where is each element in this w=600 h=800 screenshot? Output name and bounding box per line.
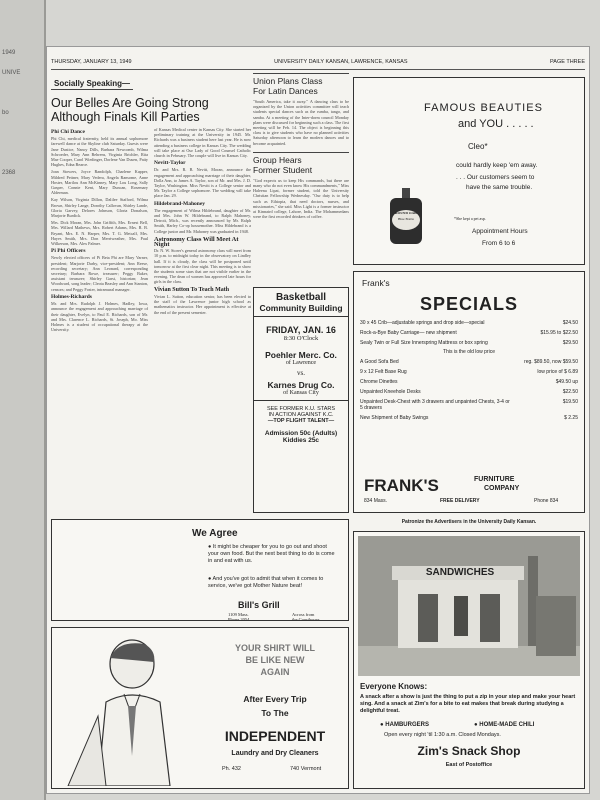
section-block: [154, 202, 251, 234]
group-body: [253, 178, 349, 220]
patronize-notice: Patronize the Advertisers in the University Daily Kansan.: [401, 519, 537, 525]
header-page: PAGE THREE: [550, 59, 585, 65]
social-col1: [51, 127, 148, 334]
sandwiches-sign: SANDWICHES: [425, 567, 495, 578]
section-text: Mrs. Dick Moran, Mrs. John Griffith, Mrs. Ernest Bell, Mrs. Willard Mathews, Mrs. Robert Adams, Mrs. R. B. Bryant, Mrs. E. N. Harper, Mrs. T. G. Metcalf, Mrs. Hayes Smith, Mrs. Don Merriweather, Mrs. Paul Wilkerson, Mrs. Alex Palmer.: [51, 220, 148, 247]
franks-header: Frank's: [362, 278, 390, 288]
social-headline: [51, 96, 251, 124]
franks-logo-sub1: FURNITURE: [474, 476, 515, 483]
grill-across1: Across from: [292, 612, 315, 617]
section-title: Hildebrand-Mahoney: [154, 200, 206, 207]
special-row: Unpainted Kneehole Desks $22.50: [360, 389, 578, 395]
bb-team2: Karnes Drug Co.: [267, 380, 335, 390]
group-headline: [253, 152, 349, 175]
cleaners-sub: Laundry and Dry Cleaners: [231, 750, 319, 757]
cleaners-phone: Ph. 432: [222, 766, 241, 772]
cleaners-name: INDEPENDENT: [224, 728, 326, 744]
section-block: [51, 169, 148, 195]
bb-team1-city: of Lawrence: [285, 360, 317, 366]
section-block: [51, 295, 148, 332]
section-text: Phi Chi, medical fraternity, held its annual sophomore farewell dance at the Skyline club Saturday. Guests were Jane Dustice, Nancy Dills, Barbara Newcomb, Wilma Schroeder, Mary Ann Behrens, Virginia Brichler, Rita Mae Cooper, Carol Wiedinger, Dorlene Van Dusen, Patty Hughes, Edna Bearce.: [51, 136, 148, 168]
franks-delivery: FREE DELIVERY: [440, 498, 480, 504]
cleo-footnote: *She kept a pet asp.: [454, 216, 486, 221]
scan-label: bo: [2, 110, 9, 116]
zims-item2: ● HOME-MADE CHILI: [474, 722, 535, 728]
newspaper-page: [46, 46, 590, 794]
header-date: THURSDAY, JANUARY 13, 1949: [51, 59, 132, 65]
group-text: "God expects us to keep His commands, but there are many who do not even know His commandments," Miss Haleena Lipat, former student, told the University Christian Fellowship Wednesday. "Our duty is to help such as Ethiopia, that need doctors, nurses, and missionaries," she said. Miss Light is a former instructor at Kinnaird college, Lahore, India. The Mohammedans were the first recorded drinkers of coffee.: [253, 177, 349, 220]
slogan-line3: AGAIN: [260, 667, 290, 677]
group-headline-line1: Group Hears: [253, 154, 302, 165]
grill-title: We Agree: [192, 528, 238, 539]
special-row: 30 x 45 Crib—adjustable springs and drop side—special $24.50: [360, 320, 578, 326]
section-title: Holmes-Richards: [51, 293, 92, 300]
section-text: Vivian L. Sutton, education senior, has been elected to the staff of the Lawrence junior high school as mathematics instructor. Her appointment is effective at the end of the present semester.: [154, 293, 251, 315]
cleaners-slogan: [210, 642, 340, 678]
cleo-name: Cleo*: [468, 142, 488, 151]
union-body: [253, 99, 349, 146]
union-headline-line1: Union Plans Class: [253, 76, 323, 86]
bb-admission: Admission 50c (Adults): [264, 430, 338, 437]
group-headline-line2: Former Student: [253, 164, 313, 175]
bb-promo2: IN ACTION AGAINST K.C.: [268, 412, 334, 418]
bb-promo3: —TOP FLIGHT TALENT—: [267, 418, 335, 424]
franks-logo: FRANK'S: [364, 476, 439, 495]
bb-title: Basketball: [275, 292, 327, 303]
cleo-hours: From 6 to 6: [482, 240, 516, 247]
section-text: Dr. and Mrs. R. B. Nevitt, Moran, announce the engagement and approaching marriage of their daughter, Dolla Ann, to James A. Taylor, son of Mr. and Mrs. J. D. Taylor, Washington. Miss Nevitt is a College senior and Mr. Taylor a College sophomore. The wedding will take place Jan. 29.: [154, 167, 251, 199]
bottle-brand: ROUND OAK: [395, 211, 417, 215]
social-col2: [154, 127, 251, 334]
section-title: Pi Phi Officers: [51, 248, 86, 255]
bb-subtitle: Community Building: [254, 303, 348, 317]
man-illustration: [58, 636, 198, 786]
slogan-line1: YOUR SHIRT WILL: [235, 643, 315, 653]
bb-promo1: SEE FORMER K.U. STARS: [266, 406, 336, 412]
bottle-illustration: [384, 186, 428, 246]
franks-logo-sub2: COMPANY: [484, 485, 520, 492]
cleo-line2: and YOU . . . . .: [458, 118, 534, 130]
zims-item1: ● HAMBURGERS: [380, 722, 429, 728]
basketball-ad: [253, 287, 349, 513]
franks-ad: [353, 271, 585, 513]
section-block: [154, 237, 251, 285]
section-text: Newly elected officers of Pi Beta Phi are Mary Varner, president; Marjorie Darby, vice-president; Ann Reese, recording secretary; Ann Leonard, corresponding secretary; Barbara Rowe, treasurer; Peggy Baker, assistant treasurer; Shirley Garst, historian; Jean Woodward, song leader; Cleota Beasley and Ann Stanton, censors; and Peggy Foster, intramural manager.: [51, 255, 149, 292]
section-block: [154, 161, 251, 198]
section-text: Dr. N. W. Storer's general astronomy class will meet from 10 p.m. to midnight today in the observatory on Lindley hall. If it is cloudy, the class will be postponed until tomorrow at the first clear night. This meeting is to show the students some stars that are not visible earlier in the evening. The dean of women has approved late hours for girls in the class.: [154, 248, 251, 285]
zims-headline: Everyone Knows:: [360, 682, 428, 691]
grill-across2: the Courthouse: [292, 617, 320, 621]
cleo-sub2: . . . Our customers seem to: [456, 174, 535, 181]
section-title: Phi Chi Dance: [51, 129, 85, 135]
special-note: This is the old low price: [443, 349, 495, 355]
section-text: Joan Stowers, Joyce Randolph, Charlene Kapper, Mildred Pettner, Mary Vedera, Angela Ransome, Anne Hoster, Marilou Ann McKinney, Mary Lou Long, Sally Gasper, Connie Kent, Mary Duncan, Rosemary Alderman.: [51, 169, 148, 196]
special-row: A Good Sofa Bed reg. $89.50, now $59.50: [360, 359, 578, 365]
bb-kiddies: Kiddies 25c: [282, 437, 320, 444]
cleo-sub1: could hardly keep 'em away.: [456, 162, 538, 169]
franks-address: 834 Mass.: [364, 498, 388, 504]
grill-phone: Phone 2054: [228, 617, 250, 621]
scan-label: 2368: [2, 170, 16, 176]
zims-ad: [353, 531, 585, 789]
section-block: [51, 130, 148, 167]
grill-bullet2: ● And you've got to admit that when it comes to service, we've got Mother Nature beat!: [208, 576, 324, 589]
special-row: Rock-a-Bye Baby Carriage— new shipment $15.95 to $22.50: [360, 330, 578, 336]
section-block: [51, 197, 148, 218]
social-headline-line2: Although Finals Kill Parties: [51, 110, 200, 124]
bb-time: 8:30 O'Clock: [283, 335, 319, 342]
special-row: 9 x 12 Felt Base Rug low price of $ 6.89: [360, 369, 578, 375]
section-text: Kay Wilson, Virginia Dillon, Dalilee Stafford, Wilma Brown, Shirley Lange, Dorothy Callovan, Shirley Lande, Gloria Garvey, Delores Johnson, Gloria Donalson, Marjorie Burdick.: [51, 197, 148, 219]
bb-date: FRIDAY, JAN. 16: [266, 325, 336, 335]
section-title: Astronomy Class Will Meet At Night: [154, 235, 239, 249]
section-text: Mr. and Mrs. Rudolph J. Holmes, Hadley, Iowa, announce the engagement and approaching marriage of their daughter, Evelyn, to Paul E. Richards, son of Mr. and Mrs. Clarence L. Richards, St. Joseph, Mo. Miss Holmes is a student of occupational therapy at the University.: [51, 301, 148, 333]
franks-title: SPECIALS: [419, 294, 519, 314]
grill-address: 1109 Mass.: [228, 612, 249, 617]
header-paper: UNIVERSITY DAILY KANSAN, LAWRENCE, KANSAS: [274, 59, 408, 65]
running-header: [51, 59, 585, 70]
section-title: Nevitt-Taylor: [154, 160, 186, 167]
union-headline: [253, 73, 349, 96]
cleaners-ad: [51, 627, 349, 789]
snack-shop-photo: [358, 536, 580, 676]
social-columns: [51, 127, 251, 334]
union-headline-line2: For Latin Dances: [253, 86, 318, 96]
zims-hours: Open every night 'til 1:30 a.m. Closed Mondays.: [384, 732, 501, 738]
cleo-appointment: Appointment Hours: [472, 228, 528, 235]
section-text: The engagement of Wilma Hildebrand, daughter of Mr. and Mrs. John W. Hildebrand, to Ralph Mahoney, Detroit, Mich., was recently announced by Mr. Ralph Smith, Harley Co-op housemother. Miss Hildebrand is a College junior and Mr. Mahoney was graduated in 1948.: [154, 207, 251, 234]
bb-team2-city: of Kansas City: [254, 390, 348, 401]
bb-vs: vs.: [297, 369, 305, 377]
zims-text: A snack after a show is just the thing to put a zip in your step and make your heart sing. And a snack at Zim's for a bite to eat makes that break during studying a delightful treat.: [360, 694, 576, 714]
social-article: [51, 73, 251, 513]
franks-phone: Phone 834: [534, 498, 559, 504]
cleo-line1: FAMOUS BEAUTIES: [424, 102, 543, 114]
section-text: of Kansas Medical center in Kansas City. She started her preliminary training at the University in 1945. Mr. Richards was a business student here last year. He is now attending a business college in Kansas City. The wedding will take place at Our Lady of Good Counsel Catholic church in February. The couple will live in Kansas City.: [154, 127, 251, 159]
slogan-line2: BE LIKE NEW: [245, 655, 305, 665]
franks-list: [360, 320, 578, 425]
grill-name: Bill's Grill: [238, 600, 280, 610]
cleaners-after1: After Every Trip: [243, 694, 307, 704]
section-block: [51, 220, 148, 246]
bottle-sub: Blue Bottle: [397, 217, 415, 221]
section-block: [51, 249, 148, 292]
zims-location: East of Postoffice: [445, 762, 493, 768]
scan-label: 1949: [2, 50, 16, 56]
grill-ad: [51, 519, 349, 621]
social-headline-line1: Our Belles Are Going Strong: [51, 96, 209, 110]
cleo-ad: [353, 77, 585, 265]
social-kicker: Socially Speaking—: [51, 78, 133, 90]
cleaners-after2: To The: [261, 708, 289, 718]
special-row: New Shipment of Baby Swings $ 2.25: [360, 415, 578, 421]
grill-bullet1: ● It might be cheaper for you to go out and shoot your own food. But the next best thing to do is come in and eat with us.: [208, 544, 335, 564]
cleaners-address: 740 Vermont: [290, 766, 322, 772]
cleo-sub3: have the same trouble.: [466, 184, 533, 191]
scan-label: UNIVE: [2, 70, 21, 76]
union-text: "South America, take it away." A dancing class to be organized by the Union activities committee will teach students special dances such as the rumba, tango, and samba. At a meeting of the Inter-dorm council Monday plans were discussed for beginning such a class. The first meeting will be Feb. 14. The object is beginning this class is to give students who have no planned activities Saturday afternoon to learn the modern dances and to become acquainted.: [253, 99, 349, 146]
bb-team1: Poehler Merc. Co.: [265, 350, 337, 360]
section-block: [154, 127, 251, 158]
special-row: Unpainted Desk-Chest with 3 drawers and unpainted Chests, 3-4 or 5 drawers $19.50: [360, 399, 578, 411]
section-title: Vivian Sutton To Teach Math: [154, 286, 230, 293]
special-row: Sealy Twin or Full Size Innerspring Mattress or box spring $29.50: [360, 340, 578, 346]
zims-name: Zim's Snack Shop: [417, 744, 521, 758]
special-row: Chrome Dinettes $49.50 up: [360, 379, 578, 385]
scan-margin: [0, 0, 46, 800]
section-block: [154, 288, 251, 315]
